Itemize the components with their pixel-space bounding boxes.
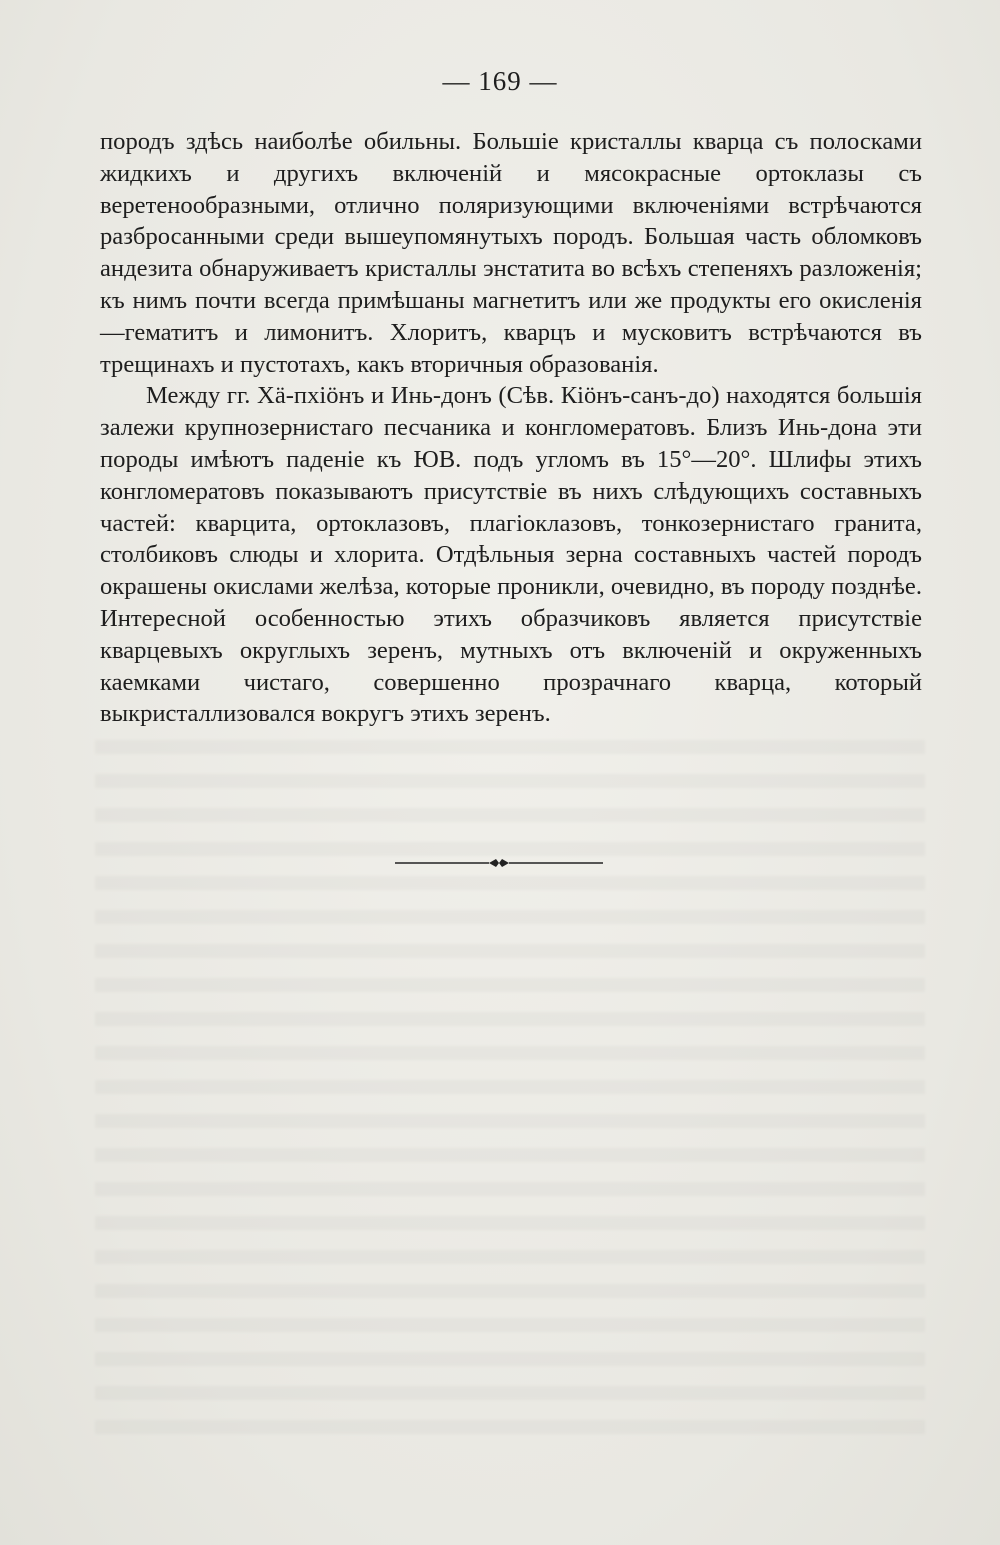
paragraph-2: Между гг. Хä-пхіöнъ и Инь-донъ (Сѣв. Кіöнъ-санъ-до) находятся большія залежи крупнозернистаго песчаника и конгломератовъ. Близъ Инь-дона эти породы имѣютъ паденіе къ ЮВ. подъ угломъ въ 15°—20°. Шлифы этихъ конгломератовъ показываютъ присутствіе въ нихъ слѣдующихъ составныхъ частей: кварцита, ортоклазовъ, плагіоклазовъ, тонкозернистаго гранита, столбиковъ слюды и хлорита. Отдѣльныя зерна составныхъ частей породъ окрашены окислами желѣза, которые проникли, очевидно, въ породу позднѣе. Интересной особенностью этихъ образчиковъ является присутствіе кварцевыхъ округлыхъ зеренъ, мутныхъ отъ включеній и окруженныхъ каемками чистаго, совершенно прозрачнаго кварца, который выкристаллизовался вокругъ этихъ зеренъ.	[100, 382, 922, 728]
bleed-through-texture	[95, 740, 925, 1440]
ornamental-rule-icon	[393, 855, 605, 871]
body-text	[100, 126, 922, 730]
page-number: — 169 —	[442, 66, 558, 96]
paragraph-1: породъ здѣсь наиболѣе обильны. Большіе кристаллы кварца съ полосками жидкихъ и другихъ включеній и мясокрасные ортоклазы съ веретенообразными, отлично поляризующими включеніями встрѣчаются разбросанными среди вышеупомянутыхъ породъ. Большая часть обломковъ андезита обнаруживаетъ кристаллы энстатита во всѣхъ степеняхъ разложенія; къ нимъ почти всегда примѣшаны магнетитъ или же продукты его окисленія—гематитъ и лимонитъ. Хлоритъ, кварцъ и мусковитъ встрѣчаются въ трещинахъ и пустотахъ, какъ вторичныя образованія.	[100, 128, 922, 378]
